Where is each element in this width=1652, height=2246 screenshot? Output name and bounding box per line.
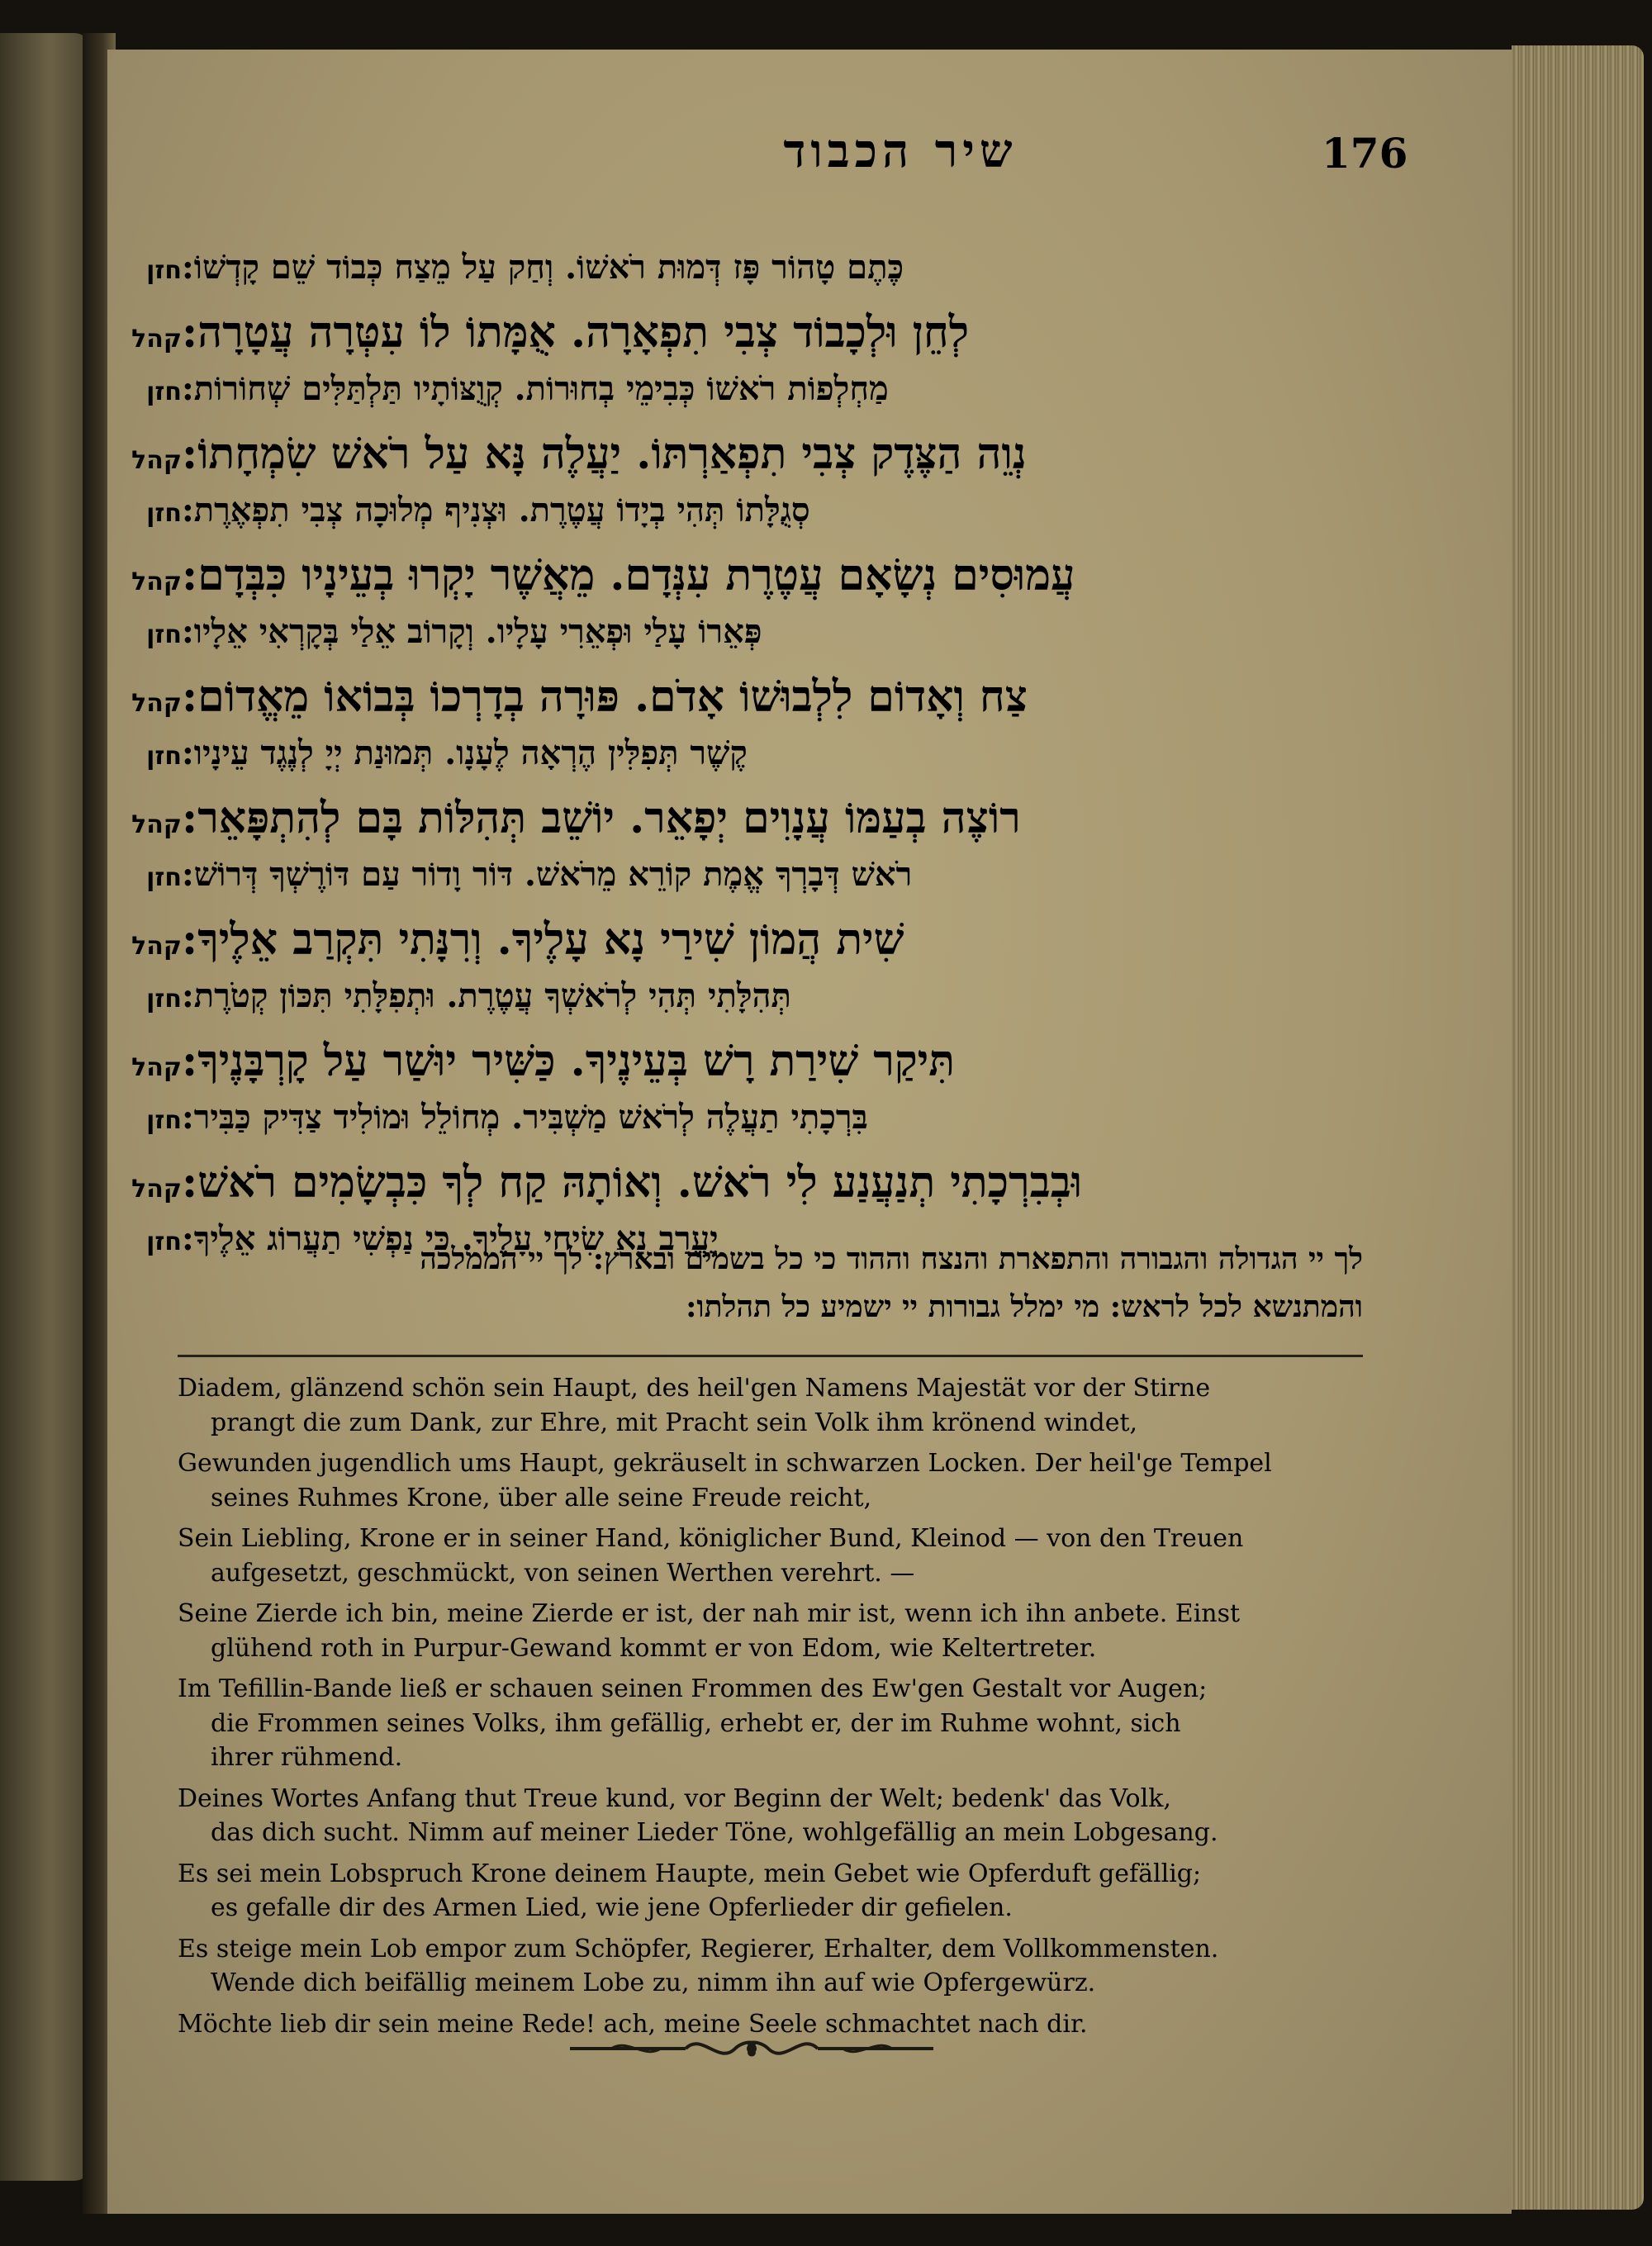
verse-line-congregation: [124, 429, 1379, 491]
verse-line-congregation: [124, 1036, 1379, 1098]
translation-line: Sein Liebling, Krone er in seiner Hand, königlicher Bund, Kleinod — von den Treuen: [178, 1524, 1244, 1553]
speaker-label: קהל: [131, 689, 182, 718]
verse-text: תִּיקַר שִׁירַת רָשׁ בְּעֵינֶיךָ. כַּשִּׁיר יוּשַׁר עַל קָרְבָּנֶיךָ:: [182, 1036, 955, 1086]
translation-paragraph: [178, 1522, 1367, 1590]
verse-text: לְחֵן וּלְכָבוֹד צְבִי תִפְאָרָה. אֻמָּתוֹ לוֹ עִטְּרָה עֲטָרָה:: [182, 307, 970, 358]
verse-line-cantor: [124, 369, 1379, 429]
speaker-label: חזן: [146, 742, 182, 771]
translation-line: Wende dich beifällig meinem Lobe zu, nimm ihn auf wie Opfergewürz.: [211, 1968, 1096, 1997]
verse-text: נְוֵה הַצֶּדֶק צְבִי תִפְאַרְתּוֹ. יַעֲלֶה נָּא עַל רֹאשׁ שִׂמְחָתוֹ:: [182, 429, 1027, 479]
verse-line-congregation: [124, 550, 1379, 612]
verse-line-cantor: [124, 734, 1379, 793]
verse-line-cantor: [124, 248, 1379, 307]
verse-text: פְּאֵרוֹ עָלַי וּפְאֵרִי עָלָיו. וְקָרוֹב אֵלַי בְּקָרְאִי אֵלָיו:: [182, 612, 762, 651]
verse-line-congregation: [124, 672, 1379, 734]
translation-line: Seine Zierde ich bin, meine Zierde er ist, der nah mir ist, wenn ich ihn anbete. Einst: [178, 1599, 1241, 1628]
translation-line: die Frommen seines Volks, ihm gefällig, erhebt er, der im Ruhme wohnt, sich: [211, 1708, 1181, 1738]
translation-line: Deines Wortes Anfang thut Treue kund, vor Beginn der Welt; bedenk' das Volk,: [178, 1783, 1171, 1813]
verse-text: וּבְבִרְכָתִי תְנַעֲנַע לִי רֹאשׁ. וְאוֹתָהּ קַח לְךָ כִּבְשָׂמִים רֹאשׁ:: [182, 1157, 1082, 1208]
speaker-label: חזן: [146, 985, 182, 1014]
verse-line-congregation: [124, 307, 1379, 369]
translation-paragraph: [178, 1371, 1367, 1440]
verse-line-cantor: [124, 976, 1379, 1036]
doxology: [173, 1235, 1363, 1331]
speaker-label: קהל: [131, 1053, 182, 1082]
poem-verses: [124, 248, 1379, 1279]
translation-line: ihrer rühmend.: [211, 1743, 403, 1772]
translation-line: prangt die zum Dank, zur Ehre, mit Pracht sein Volk ihm krönend windet,: [211, 1408, 1138, 1437]
speaker-label: חזן: [146, 377, 182, 406]
verse-text: תְּהִלָּתִי תְּהִי לְרֹאשְׁךָ עֲטֶרֶת. וּתְפִלָּתִי תִּכּוֹן קְטֹרֶת:: [182, 976, 791, 1015]
section-divider: [178, 1355, 1363, 1357]
translation-paragraph: [178, 1597, 1367, 1665]
page-header: [149, 124, 1553, 198]
verse-text: עֲמוּסִים נְשָׂאָם עֲטֶרֶת עִנְּדָם. מֵאֲשֶׁר יָקְרוּ בְעֵינָיו כִּבְּדָם:: [182, 550, 1075, 601]
verse-line-cantor: [124, 612, 1379, 672]
translation-line: glühend roth in Purpur-Gewand kommt er von Edom, wie Keltertreter.: [211, 1633, 1097, 1663]
verse-line-congregation: [124, 1157, 1379, 1219]
translation-paragraph: [178, 1446, 1367, 1515]
speaker-label: חזן: [146, 620, 182, 649]
speaker-label: קהל: [131, 567, 182, 596]
page-fore-edge: [1512, 45, 1644, 2210]
verse-text: רוֹצֶה בְעַמּוֹ עֲנָוִים יְפָאֵר. יוֹשֵׁב תְּהִלּוֹת בָּם לְהִתְפָּאֵר:: [182, 793, 1021, 843]
verse-line-cantor: [124, 491, 1379, 550]
translation-line: es gefalle dir des Armen Lied, wie jene Opferlieder dir gefielen.: [211, 1893, 1013, 1922]
verse-text: יֶעֱרַב נָא שִׂיחִי עָלֶיךָ. כִּי נַפְשִׁי תַעֲרוֹג אֵלֶיךָ:: [182, 1219, 719, 1258]
verse-text: צַח וְאָדוֹם לִלְבוּשׁוֹ אָדֹם. פּוּרָה בְדָרְכוֹ בְּבוֹאוֹ מֵאֱדוֹם:: [182, 672, 1028, 722]
verse-text: רֹאשׁ דְּבָרְךָ אֱמֶת קוֹרֵא מֵרֹאשׁ. דּוֹר וָדוֹר עַם דּוֹרֶשְׁךָ דְּרוֹשׁ:: [182, 855, 913, 894]
speaker-label: חזן: [146, 1106, 182, 1135]
translation-line: seines Ruhmes Krone, über alle seine Freude reicht,: [211, 1483, 872, 1512]
translation-line: das dich sucht. Nimm auf meiner Lieder Töne, wohlgefällig an mein Lobgesang.: [211, 1818, 1218, 1847]
speaker-label: קהל: [131, 810, 182, 839]
verse-text: כֶּתֶם טָהוֹר פָּז דְּמוּת רֹאשׁוֹ. וְחַק עַל מֵצַח כְּבוֹד שֵׁם קָדְשׁוֹ:: [182, 248, 904, 287]
speaker-label: קהל: [131, 932, 182, 961]
left-page-edge: [0, 33, 91, 2181]
speaker-label: קהל: [131, 325, 182, 354]
verse-text: סְגֻלָּתוֹ תְּהִי בְיָדוֹ עֲטֶרֶת. וּצְנִיף מְלוּכָה צְבִי תִפְאֶרֶת:: [182, 491, 810, 529]
verse-line-congregation: [124, 793, 1379, 855]
speaker-label: חזן: [146, 1227, 182, 1256]
translation-line: Diadem, glänzend schön sein Haupt, des heil'gen Namens Majestät vor der Stirne: [178, 1374, 1211, 1403]
translation-line: Es steige mein Lob empor zum Schöpfer, Regierer, Erhalter, dem Vollkommensten.: [178, 1934, 1219, 1963]
verse-text: קֶשֶׁר תְּפִלִּין הֶרְאָה לֶעָנָו. תְּמוּנַת יְיָ לְנֶגֶד עֵינָיו:: [182, 734, 748, 772]
verse-line-cantor: [124, 1098, 1379, 1157]
translation-paragraph: [178, 1782, 1367, 1850]
speaker-label: חזן: [146, 863, 182, 892]
page-title: שיר הכבוד: [783, 124, 1018, 178]
verse-line-congregation: [124, 914, 1379, 976]
ornament-icon: [562, 2028, 942, 2069]
translation-line: Im Tefillin-Bande ließ er schauen seinen Frommen des Ew'gen Gestalt vor Augen;: [178, 1674, 1208, 1703]
translation-line: Es sei mein Lobspruch Krone deinem Haupte, mein Gebet wie Opferduft gefällig;: [178, 1859, 1202, 1888]
translation-line: Möchte lieb dir sein meine Rede! ach, meine Seele schmachtet nach dir.: [178, 2009, 1088, 2039]
german-translation: [178, 1371, 1367, 2048]
page-number: 176: [1322, 129, 1408, 178]
speaker-label: קהל: [131, 446, 182, 475]
translation-paragraph: [178, 1672, 1367, 1775]
translation-paragraph: [178, 1932, 1367, 2001]
speaker-label: חזן: [146, 256, 182, 285]
translation-line: aufgesetzt, geschmückt, von seinen Werthen verehrt. —: [211, 1558, 915, 1588]
translation-line: Gewunden jugendlich ums Haupt, gekräuselt in schwarzen Locken. Der heil'ge Tempel: [178, 1449, 1272, 1478]
verse-line-cantor: [124, 855, 1379, 914]
verse-text: שִׁית הֲמוֹן שִׁירַי נָא עָלֶיךָ. וְרִנָּתִי תִּקְרַב אֵלֶיךָ:: [182, 914, 904, 965]
speaker-label: חזן: [146, 499, 182, 528]
doxology-line: לך יי הגדולה והגבורה והתפארת והנצח וההוד כי כל בשמים ובארץ: לך יי הממלכה: [420, 1242, 1363, 1276]
doxology-line: והמתנשא לכל לראש: מי ימלל גבורות יי ישמיע כל תהלתו:: [686, 1289, 1363, 1324]
verse-text: מַחְלְפוֹת רֹאשׁוֹ כְּבִימֵי בְחוּרוֹת. קְוֻצּוֹתָיו תַּלְתַּלִּים שְׁחוֹרוֹת:: [182, 369, 889, 408]
translation-paragraph: [178, 1857, 1367, 1925]
verse-text: בִּרְכָתִי תַעֲלֶה לְרֹאשׁ מַשְׁבִּיר. מְחוֹלֵל וּמוֹלִיד צַדִּיק כַּבִּיר:: [182, 1098, 868, 1137]
speaker-label: קהל: [131, 1175, 182, 1204]
